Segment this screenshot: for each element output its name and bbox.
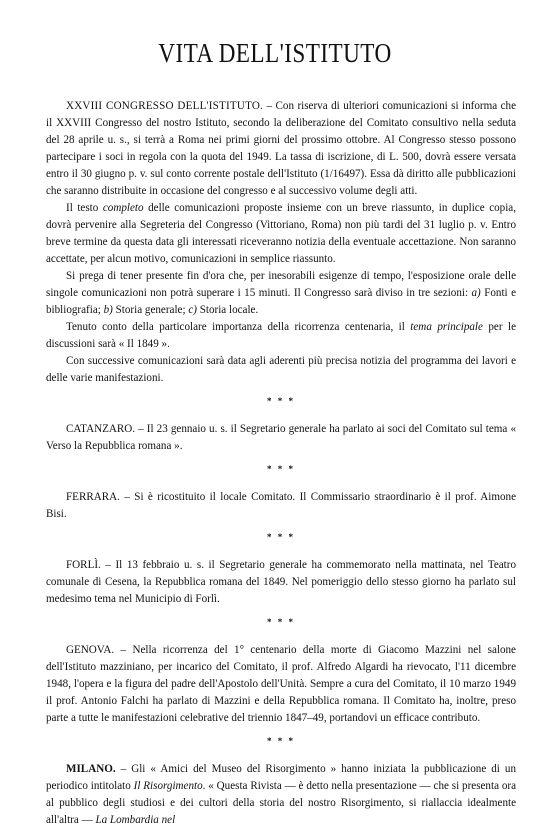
entry-congresso: [46, 98, 516, 387]
genova-heading: GENOVA.: [66, 644, 115, 656]
entry-milano: [46, 761, 516, 829]
section-separator: * * *: [267, 464, 295, 474]
milano-text-a: – Gli « Amici del Museo del Risorgimento » hanno iniziata la pubblicazione di un periodico intitolato: [46, 763, 516, 792]
congresso-heading: XXVIII CONGRESSO DELL'ISTITUTO.: [66, 100, 264, 112]
congresso-text-3d: Storia locale.: [196, 304, 259, 316]
section-separator: * * *: [267, 532, 295, 542]
milano-emphasis-title: Il Risorgimento: [133, 780, 203, 792]
section-letter-c: c): [188, 304, 197, 316]
section-separator: * * *: [267, 736, 295, 746]
congresso-text-3a: Si prega di tener presente fin d'ora che, per inesorabili esigenze di tempo, l'esposizione orale delle singole comunicazioni non potrà superare i 15 minuti. Il Congresso sarà diviso in tre sezioni:: [46, 270, 516, 299]
section-letter-b: b): [103, 304, 113, 316]
section-separator: * * *: [267, 396, 295, 406]
genova-paragraph: [46, 642, 516, 727]
entry-forli: [46, 557, 516, 608]
milano-paragraph: [46, 761, 516, 829]
catanzaro-text: – Il 23 gennaio u. s. il Segretario generale ha parlato ai soci del Comitato sul tema « Verso la Repubblica romana ».: [46, 423, 516, 452]
congresso-paragraph-1: [46, 98, 516, 200]
section-letter-a: a): [471, 287, 481, 299]
entry-ferrara: [46, 489, 516, 523]
congresso-text-1: – Con riserva di ulteriori comunicazioni si informa che il XXVIII Congresso del nostro Istituto, secondo la deliberazione del Comitato consultivo nella seduta del 28 aprile u. s., si terrà a Roma nei primi giorni del prossimo ottobre. Al Congresso stesso possono partecipare i soci in regola con la quota del 1949. La tassa di iscrizione, di L. 500, dovrà essere versata entro il 30 giugno p. v. sul conto corrente postale dell'Istituto (1/16497). Essa dà diritto alle pubblicazioni che saranno distribuite in occasione del congresso e al successivo volume degli atti.: [46, 100, 516, 197]
congresso-paragraph-2: [46, 200, 516, 268]
milano-heading: MILANO.: [66, 763, 116, 775]
congresso-emphasis-completo: completo: [102, 202, 144, 214]
congresso-paragraph-4: [46, 319, 516, 353]
congresso-paragraph-3: [46, 268, 516, 319]
congresso-text-2a: Il testo: [66, 202, 103, 214]
forli-text: – Il 13 febbraio u. s. il Segretario generale ha commemorato nella mattinata, nel Teatro comunale di Cesena, la Repubblica romana del 1849. Nel pomeriggio dello stesso giorno ha parlato sul medesimo tema nel Municipio di Forlì.: [46, 559, 516, 605]
page-title: VITA DELL'ISTITUTO: [158, 38, 392, 68]
catanzaro-paragraph: [46, 421, 516, 455]
catanzaro-heading: CATANZARO.: [66, 423, 136, 435]
entry-genova: [46, 642, 516, 727]
congresso-text-4b: per le discussioni sarà « Il 1849 ».: [46, 321, 517, 350]
forli-paragraph: [46, 557, 516, 608]
congresso-text-3b: Fonti e bibliografia;: [46, 287, 517, 316]
congresso-text-4a: Tenuto conto della particolare importanza della ricorrenza centenaria, il: [66, 321, 411, 333]
congresso-emphasis-tema: tema principale: [410, 321, 483, 333]
milano-text-b: . « Questa Rivista — è detto nella presentazione — che si presenta ora al pubblico degli studiosi e dei cultori della storia del nostro Risorgimento, si riallaccia idealmente all'altra —: [46, 780, 517, 826]
genova-text: – Nella ricorrenza del 1° centenario della morte di Giacomo Mazzini nel salone dell'Istituto mazziniano, per incarico del Comitato, il prof. Alfredo Algardi ha rievocato, l'11 dicembre 1948, l'opera e la figura del padre dell'Apostolo dell'Unità. Sempre a cura del Comitato, il 10 marzo 1949 il prof. Antonio Falchi ha parlato di Mazzini e della Repubblica romana. Il Comitato ha, inoltre, preso parte a tutte le manifestazioni celebrative del triennio 1847–49, portandovi un efficace contributo.: [46, 644, 516, 724]
ferrara-paragraph: [46, 489, 516, 523]
section-separator: * * *: [267, 617, 295, 627]
congresso-text-3c: Storia generale;: [112, 304, 189, 316]
forli-heading: FORLÌ.: [66, 559, 101, 571]
milano-emphasis-lombardia: La Lombardia nel: [95, 814, 176, 826]
congresso-text-2b: delle comunicazioni proposte insieme con un breve riassunto, in duplice copia, dovrà pervenire alla Segreteria del Congresso (Vittoriano, Roma) non più tardi del 31 luglio p. v. Entro breve termine da questa data gli interessati riceveranno notizia della eventuale accettazione. Non saranno accettate, per alcun motivo, comunicazioni in semplice riassunto.: [46, 202, 517, 265]
ferrara-text: – Si è ricostituito il locale Comitato. Il Commissario straordinario è il prof. Aimone Bisi.: [46, 491, 516, 520]
page-body: [46, 98, 516, 829]
ferrara-heading: FERRARA.: [66, 491, 120, 503]
entry-catanzaro: [46, 421, 516, 455]
congresso-paragraph-5: Con successive comunicazioni sarà data agli aderenti più precisa notizia del programma dei lavori e delle varie manifestazioni.: [46, 355, 516, 384]
